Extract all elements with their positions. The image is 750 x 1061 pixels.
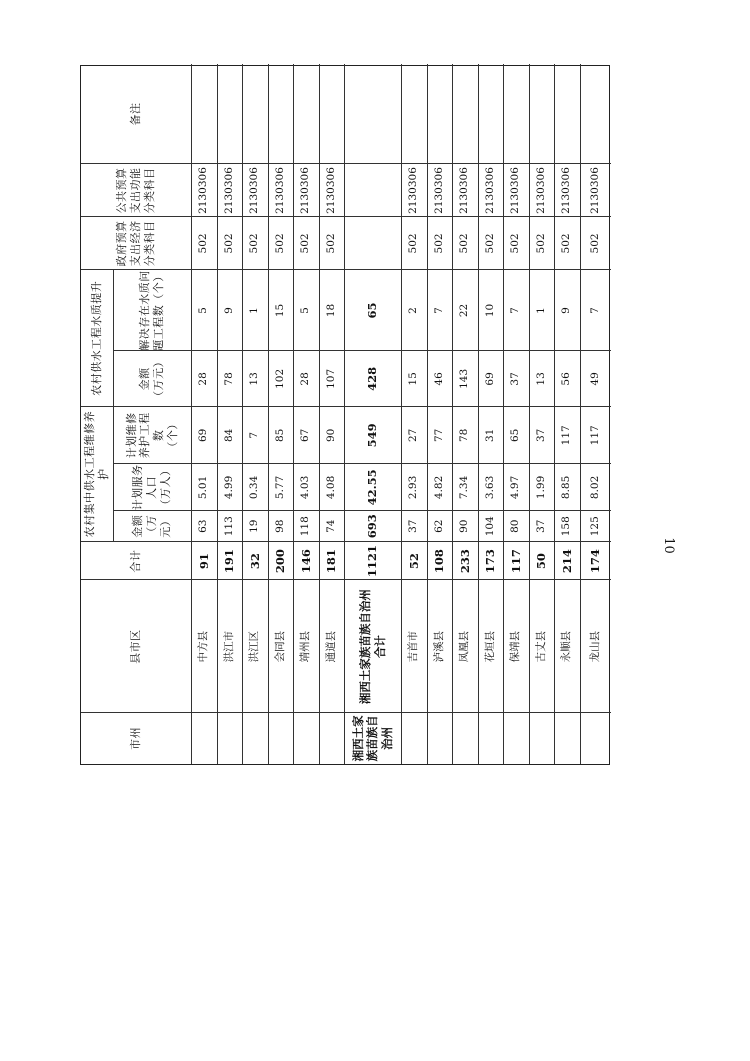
- row-n1: 7: [248, 431, 261, 439]
- row-total: 173: [483, 549, 498, 574]
- row-county: 中方县: [197, 630, 210, 663]
- row-n1: 31: [483, 428, 496, 443]
- row-total: 50: [534, 553, 549, 570]
- row-pop: 0.34: [248, 475, 261, 500]
- header-quality-amount: 金额 （万元）: [138, 355, 165, 402]
- row-a2: 428: [365, 366, 380, 391]
- row-econ: 502: [534, 233, 547, 254]
- row-city: [478, 713, 504, 764]
- row-total: 52: [406, 553, 421, 570]
- row-pop: 1.99: [534, 475, 547, 500]
- row-n1: 27: [407, 428, 420, 443]
- row-a2: 13: [534, 372, 547, 386]
- row-remark: [503, 64, 529, 164]
- row-econ: 502: [273, 233, 286, 254]
- row-remark: [529, 64, 555, 164]
- row-a2: 49: [588, 372, 601, 386]
- row-remark: [580, 64, 612, 164]
- row-city: [217, 713, 243, 764]
- row-n2: 9: [222, 307, 235, 314]
- row-a1: 693: [365, 514, 380, 539]
- header-maint-pop: 计划服务 人口 （万人）: [131, 464, 172, 511]
- row-econ: 502: [324, 233, 337, 254]
- row-a1: 118: [299, 516, 312, 537]
- header-maint-amount: 金额 （万 元）: [131, 514, 172, 538]
- row-pop: 4.97: [509, 475, 522, 500]
- row-divider: [113, 407, 114, 542]
- column-divider: [81, 163, 611, 164]
- row-divider: [113, 270, 114, 407]
- row-remark: [554, 64, 580, 164]
- row-city: [554, 713, 580, 764]
- row-n2: 5: [299, 307, 312, 314]
- row-remark: [217, 64, 243, 164]
- row-city: [242, 713, 268, 764]
- row-econ: [344, 217, 401, 270]
- row-n1: 65: [509, 428, 522, 443]
- row-func: 2130306: [222, 167, 235, 214]
- row-county: 湘西土家族苗族自治州 合计: [358, 589, 387, 705]
- row-total: 108: [432, 549, 447, 574]
- row-n1: 549: [365, 423, 380, 448]
- row-pop: 8.85: [560, 475, 573, 500]
- row-n2: 1: [534, 307, 547, 314]
- row-a2: 15: [407, 372, 420, 386]
- row-a1: 62: [432, 519, 445, 533]
- row-n2: 7: [588, 307, 601, 314]
- row-remark: [401, 64, 427, 164]
- row-county: 凤凰县: [458, 630, 471, 663]
- row-n2: 1: [248, 307, 261, 314]
- column-divider: [81, 541, 611, 542]
- row-remark: [242, 64, 268, 164]
- row-func: 2130306: [588, 167, 601, 214]
- row-n2: 65: [365, 302, 380, 319]
- row-a2: 69: [483, 372, 496, 386]
- row-a2: 28: [197, 372, 210, 386]
- row-county: 古丈县: [534, 630, 547, 663]
- row-a2: 37: [509, 372, 522, 386]
- row-n2: 9: [560, 307, 573, 314]
- row-pop: 7.34: [458, 475, 471, 500]
- column-divider: [113, 350, 611, 351]
- row-a1: 37: [407, 519, 420, 533]
- row-city: [427, 713, 453, 764]
- row-remark: [452, 64, 478, 164]
- row-pop: 8.02: [588, 475, 601, 500]
- row-total: 200: [273, 549, 288, 574]
- row-func: 2130306: [483, 167, 496, 214]
- row-county: 泸溪县: [432, 630, 445, 663]
- row-func: 2130306: [324, 167, 337, 214]
- row-func: 2130306: [407, 167, 420, 214]
- row-econ: 502: [299, 233, 312, 254]
- row-remark: [293, 64, 319, 164]
- row-city: [452, 713, 478, 764]
- row-a1: 104: [483, 516, 496, 537]
- header-total: 合计: [129, 549, 143, 573]
- row-a1: 19: [248, 519, 261, 533]
- page-number: 10: [660, 537, 676, 554]
- row-pop: 4.08: [324, 475, 337, 500]
- row-city: [268, 713, 294, 764]
- row-n1: 117: [560, 425, 573, 446]
- row-econ: 502: [458, 233, 471, 254]
- row-a1: 74: [324, 519, 337, 533]
- row-func: 2130306: [560, 167, 573, 214]
- row-county: 洪江市: [222, 630, 235, 663]
- row-econ: 502: [588, 233, 601, 254]
- row-func: 2130306: [299, 167, 312, 214]
- header-remark: 备注: [129, 102, 143, 126]
- row-n1: 78: [458, 428, 471, 443]
- row-econ: 502: [483, 233, 496, 254]
- row-total: 233: [457, 549, 472, 574]
- row-func: 2130306: [458, 167, 471, 214]
- row-city: 湘西土家 族苗族自 治州: [350, 715, 394, 762]
- row-n2: 7: [432, 307, 445, 314]
- row-pop: 2.93: [407, 475, 420, 500]
- row-n1: 85: [273, 428, 286, 443]
- row-a1: 125: [588, 516, 601, 537]
- row-county: 会同县: [273, 630, 286, 663]
- row-total: 91: [196, 553, 211, 570]
- row-city: [529, 713, 555, 764]
- row-n1: 84: [222, 428, 235, 443]
- row-n2: 5: [197, 307, 210, 314]
- row-a2: 46: [432, 372, 445, 386]
- row-remark: [191, 64, 217, 164]
- row-pop: 5.77: [273, 475, 286, 500]
- row-n1: 77: [432, 428, 445, 443]
- header-quality-count: 解决存在水质问 题工程数（个）: [138, 270, 165, 351]
- row-n1: 37: [534, 428, 547, 443]
- row-a1: 90: [458, 519, 471, 533]
- row-remark: [268, 64, 294, 164]
- row-a1: 63: [197, 519, 210, 533]
- row-a2: 143: [458, 368, 471, 389]
- row-remark: [478, 64, 504, 164]
- header-func-class: 公共预算 支出功能 分类科目: [115, 167, 156, 214]
- row-city: [293, 713, 319, 764]
- row-total: 117: [508, 549, 523, 574]
- row-a1: 80: [509, 519, 522, 533]
- row-remark: [427, 64, 453, 164]
- row-econ: 502: [407, 233, 420, 254]
- column-divider: [113, 463, 611, 464]
- row-n2: 15: [273, 303, 286, 318]
- row-city: [503, 713, 529, 764]
- row-total: 146: [298, 549, 313, 574]
- row-func: 2130306: [534, 167, 547, 214]
- funding-table: [80, 65, 610, 765]
- row-n1: 117: [588, 425, 601, 446]
- row-econ: 502: [197, 233, 210, 254]
- row-a2: 13: [248, 372, 261, 386]
- row-city: [580, 713, 612, 764]
- header-city: 市州: [129, 726, 143, 750]
- header-maint-count: 计划维修 养护工程数 （个）: [124, 412, 179, 459]
- row-econ: 502: [560, 233, 573, 254]
- row-econ: 502: [509, 233, 522, 254]
- row-a2: 28: [299, 372, 312, 386]
- row-county: 吉首市: [407, 630, 420, 663]
- row-total: 214: [559, 549, 574, 574]
- header-group-maintenance: 农村集中供水工程维修养护: [83, 410, 110, 538]
- row-county: 通道县: [324, 630, 337, 663]
- row-total: 191: [222, 549, 237, 574]
- column-divider: [81, 269, 611, 270]
- row-a1: 98: [273, 519, 286, 533]
- row-county: 保靖县: [509, 630, 522, 663]
- row-a2: 56: [560, 372, 573, 386]
- row-econ: 502: [432, 233, 445, 254]
- row-city: [401, 713, 427, 764]
- row-n2: 18: [324, 303, 337, 318]
- column-divider: [81, 712, 611, 713]
- row-a1: 113: [222, 516, 235, 537]
- header-group-quality: 农村供水工程水质提升: [90, 280, 104, 396]
- row-n2: 2: [407, 307, 420, 314]
- row-func: [344, 164, 401, 217]
- column-divider: [81, 579, 611, 580]
- row-a2: 102: [273, 368, 286, 389]
- row-a1: 37: [534, 519, 547, 533]
- row-pop: 3.63: [483, 475, 496, 500]
- row-func: 2130306: [273, 167, 286, 214]
- row-county: 洪江区: [248, 630, 261, 663]
- row-a2: 78: [222, 372, 235, 386]
- row-city: [191, 713, 217, 764]
- row-pop: 4.03: [299, 475, 312, 500]
- row-pop: 42.55: [365, 469, 380, 506]
- row-remark: [344, 64, 401, 164]
- row-pop: 4.99: [222, 475, 235, 500]
- row-pop: 4.82: [432, 475, 445, 500]
- row-econ: 502: [222, 233, 235, 254]
- header-county: 县市区: [129, 629, 143, 664]
- row-total: 174: [588, 549, 603, 574]
- row-county: 永顺县: [560, 630, 573, 663]
- row-a1: 158: [560, 516, 573, 537]
- row-total: 181: [324, 549, 339, 574]
- row-econ: 502: [248, 233, 261, 254]
- row-remark: [319, 64, 345, 164]
- row-n1: 90: [324, 428, 337, 443]
- row-total: 32: [247, 553, 262, 570]
- row-func: 2130306: [248, 167, 261, 214]
- row-county: 靖州县: [299, 630, 312, 663]
- row-n2: 10: [483, 303, 496, 318]
- row-county: 花垣县: [483, 630, 496, 663]
- row-total: 1121: [365, 545, 380, 578]
- row-n2: 22: [458, 303, 471, 318]
- row-func: 2130306: [432, 167, 445, 214]
- row-n1: 67: [299, 428, 312, 443]
- row-county: 龙山县: [588, 630, 601, 663]
- column-divider: [81, 216, 611, 217]
- header-econ-class: 政府预算 支出经济 分类科目: [115, 220, 156, 267]
- row-a2: 107: [324, 368, 337, 389]
- column-divider: [113, 510, 611, 511]
- row-pop: 5.01: [197, 475, 210, 500]
- column-divider: [81, 406, 611, 407]
- row-func: 2130306: [197, 167, 210, 214]
- row-city: [319, 713, 345, 764]
- row-func: 2130306: [509, 167, 522, 214]
- table-rotation-frame: [80, 65, 610, 765]
- row-n1: 69: [197, 428, 210, 443]
- row-n2: 7: [509, 307, 522, 314]
